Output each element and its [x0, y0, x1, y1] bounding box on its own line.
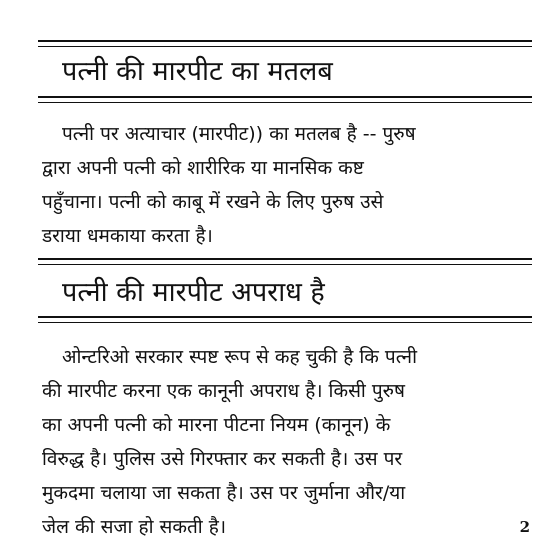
- paragraph-line: की मारपीट करना एक कानूनी अपराध है। किसी पुरुष: [42, 380, 406, 402]
- paragraph-line: पहुँचाना। पत्नी को काबू में रखने के लिए पुरुष उसे: [42, 191, 384, 213]
- paragraph-line: ओन्टरिओ सरकार स्पष्ट रूप से कह चुकी है कि पत्नी: [62, 346, 417, 368]
- rule-below-heading-2a: [38, 316, 532, 318]
- rule-above-heading-2b: [38, 264, 532, 265]
- paragraph-line: मुकदमा चलाया जा सकता है। उस पर जुर्माना और/या: [42, 482, 406, 504]
- paragraph-line: का अपनी पत्नी को मारना पीटना नियम (कानून) के: [42, 414, 391, 436]
- section-heading-meaning: पत्नी की मारपीट का मतलब: [62, 56, 333, 87]
- paragraph-line: जेल की सजा हो सकती है।: [42, 516, 227, 538]
- rule-below-heading-1: [38, 96, 532, 98]
- rule-top-1: [38, 40, 532, 42]
- rule-above-heading-2a: [38, 258, 532, 260]
- rule-top-2: [38, 46, 532, 47]
- rule-below-heading-2b: [38, 322, 532, 323]
- paragraph-line: विरुद्ध है। पुलिस उसे गिरफ्तार कर सकती है। उस पर: [42, 448, 403, 470]
- paragraph-line: पत्नी पर अत्याचार (मारपीट)) का मतलब है -- पुरुष: [62, 123, 416, 145]
- paragraph-line: डराया धमकाया करता है।: [42, 225, 213, 247]
- page-number: 2: [519, 518, 530, 536]
- section-heading-crime: पत्नी की मारपीट अपराध है: [62, 277, 325, 308]
- paragraph-crime: [42, 340, 532, 544]
- paragraph-line: द्वारा अपनी पत्नी को शारीरिक या मानसिक कष्ट: [42, 157, 364, 179]
- rule-below-heading-2: [38, 102, 532, 103]
- paragraph-meaning: [42, 117, 532, 253]
